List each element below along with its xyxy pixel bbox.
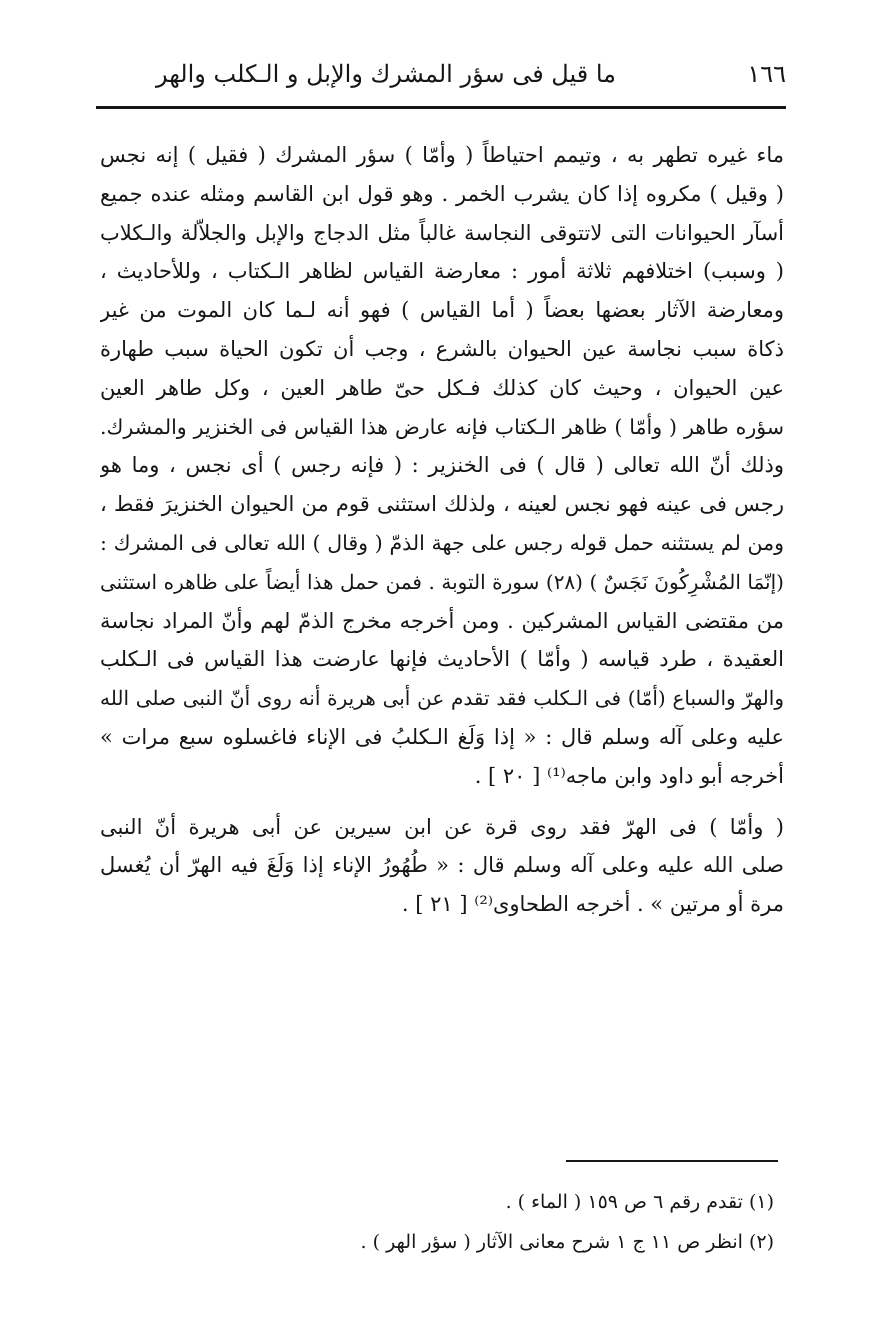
text-line: رجس فى عينه فهو نجس لعينه ، ولذلك استثنى قوم من الحيوان الخنزيرَ فقط ، — [100, 492, 784, 517]
text-line: ومن لم يستثنه حمل قوله رجس على جهة الذمّ ( وقال ) الله تعالى فى المشرك : — [100, 530, 784, 555]
text-line: ( وأمّا ) فى الهرّ فقد روى قرة عن ابن سيرين عن أبى هريرة أنّ النبى — [100, 814, 784, 839]
paragraph — [100, 808, 784, 924]
text-line: ( وسبب) اختلافهم ثلاثة أمور : معارضة القياس لظاهر الـكتاب ، وللأحاديث ، — [100, 259, 784, 284]
footnote: (١) تقدم رقم ٦ ص ١٥٩ ( الماء ) . — [505, 1191, 774, 1213]
text-line: ماء غيره تطهر به ، وتيمم احتياطاً ( وأمّا ) سؤر المشرك ( فقيل ) إنه نجس — [100, 143, 784, 167]
text-line: ( وقيل ) مكروه إذا كان يشرب الخمر . وهو قول ابن القاسم ومثله عنده جميع — [100, 181, 784, 206]
text-line: أخرجه أبو داود وابن ماجه⁽¹⁾ [ ٢٠ ] . — [474, 763, 784, 788]
footnote: (٢) انظر ص ١١ ج ١ شرح معانى الآثار ( سؤر الهر ) . — [360, 1231, 774, 1253]
text-line: العقيدة ، طرد قياسه ( وأمّا ) الأحاديث فإنها عارضت هذا القياس فى الـكلب — [100, 647, 784, 672]
footnote-divider — [566, 1160, 778, 1162]
text-line: صلى الله عليه وعلى آله وسلم قال : « طُهُورُ الإناء إذا وَلَغَ فيه الهرّ أن يُغسل — [100, 853, 784, 878]
text-line: ذكاة سبب نجاسة عين الحيوان بالشرع ، وجب أن تكون الحياة سبب طهارة — [100, 336, 784, 361]
text-line: أسآر الحيوانات التى لاتتوقى النجاسة غالباً مثل الدجاج والإبل والجلاّلة والـكلاب — [100, 220, 784, 245]
text-line: مرة أو مرتين » . أخرجه الطحاوى⁽²⁾ [ ٢١ ] . — [401, 892, 784, 917]
text-line: سؤره طاهر ( وأمّا ) ظاهر الـكتاب فإنه عارض هذا القياس فى الخنزير والمشرك. — [100, 414, 784, 439]
text-line: وذلك أنّ الله تعالى ( قال ) فى الخنزير : ( فإنه رجس ) أى نجس ، وما هو — [100, 453, 784, 478]
text-line: (إنّمَا المُشْرِكُونَ نَجَسٌ ) (٢٨) سورة التوبة . فمن حمل هذا أيضاً على ظاهره استثنى — [100, 569, 784, 594]
text-line: عين الحيوان ، وحيث كان كذلك فـكل حىّ طاهر العين ، وكل طاهر العين — [100, 375, 784, 400]
header-divider — [96, 106, 786, 109]
page-header — [96, 56, 786, 106]
main-text — [100, 136, 784, 924]
paragraph — [100, 136, 784, 796]
text-line: والهرّ والسباع (أمّا) فى الـكلب فقد تقدم عن أبى هريرة أنه روى أنّ النبى صلى الله — [100, 686, 784, 711]
running-title: ما قيل فى سؤر المشرك والإبل و الـكلب والهر — [156, 60, 616, 88]
text-line: عليه وعلى آله وسلم قال : « إذا وَلَغ الـكلبُ فى الإناء فاغسلوه سبع مرات » — [100, 724, 784, 749]
text-line: من مقتضى القياس المشركين . ومن أخرجه مخرج الذمّ لهم وأنّ المراد نجاسة — [100, 608, 784, 633]
footnotes — [100, 1182, 784, 1262]
page-number: ١٦٦ — [747, 60, 786, 88]
text-line: ومعارضة الآثار بعضها بعضاً ( أما القياس ) فهو أنه لـما كان الموت من غير — [100, 298, 784, 323]
paragraph-gap — [100, 796, 784, 808]
